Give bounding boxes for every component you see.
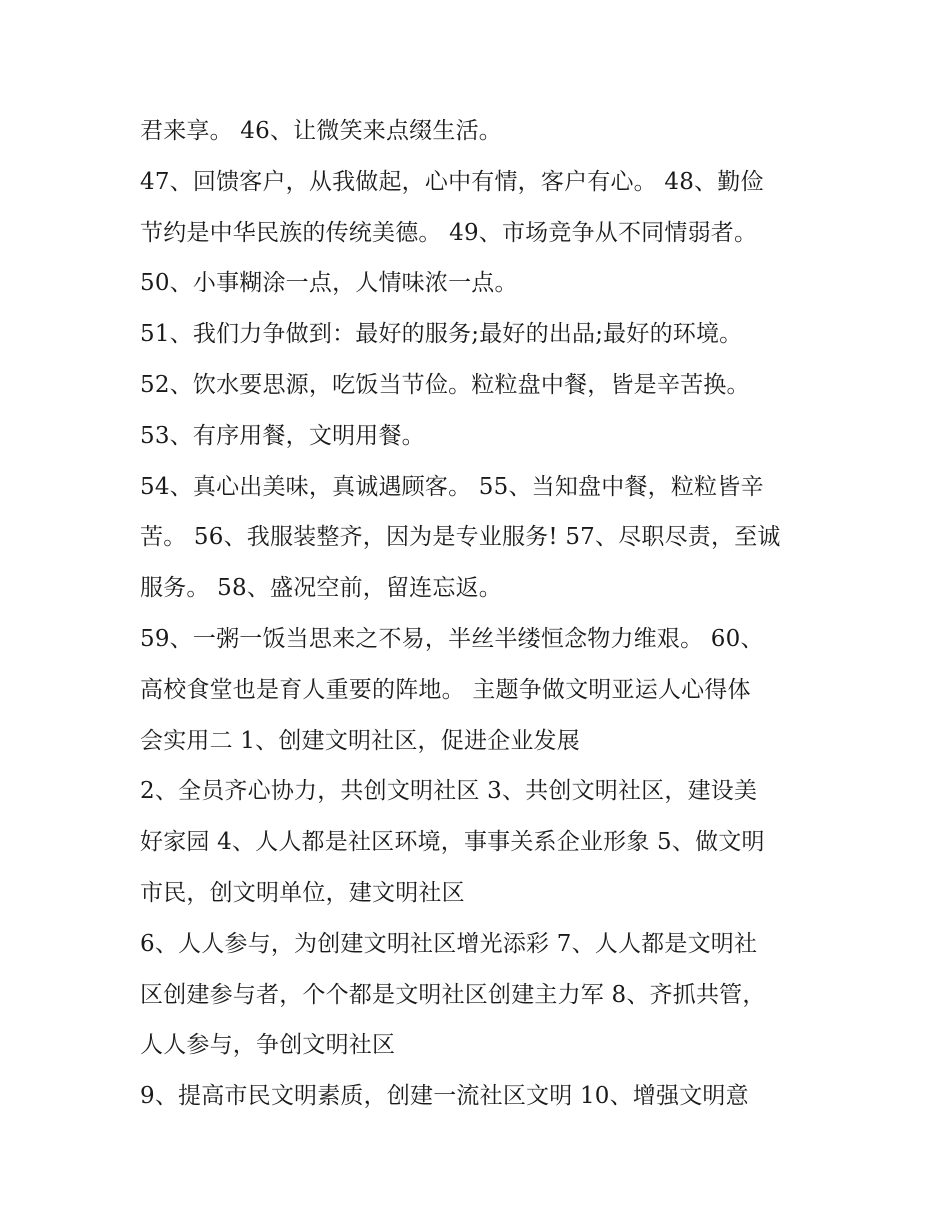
document-body (140, 106, 820, 1122)
text-line: 6、人人参与，为创建文明社区增光添彩 7、人人都是文明社 (140, 930, 758, 957)
text-line: 47、回馈客户，从我做起，心中有情，客户有心。 48、勤俭 (140, 168, 764, 195)
text-line: 苦。 56、我服装整齐，因为是专业服务! 57、尽职尽责，至诚 (140, 524, 781, 551)
text-line: 52、饮水要思源，吃饭当节俭。粒粒盘中餐，皆是辛苦换。 (140, 371, 750, 398)
text-line: 服务。 58、盛况空前，留连忘返。 (140, 575, 502, 602)
text-line: 9、提高市民文明素质，创建一流社区文明 10、增强文明意 (140, 1083, 749, 1110)
text-line: 53、有序用餐，文明用餐。 (140, 422, 425, 449)
text-line: 51、我们力争做到：最好的服务;最好的出品;最好的环境。 (140, 321, 743, 348)
text-line: 好家园 4、人人都是社区环境，事事关系企业形象 5、做文明 (140, 829, 765, 856)
text-line: 节约是中华民族的传统美德。 49、市场竞争从不同情弱者。 (140, 219, 758, 246)
text-line: 区创建参与者，个个都是文明社区创建主力军 8、齐抓共管， (140, 981, 766, 1008)
text-line: 会实用二 1、创建文明社区，促进企业发展 (140, 727, 580, 754)
text-line: 高校食堂也是育人重要的阵地。 主题争做文明亚运人心得体 (140, 676, 751, 703)
text-line: 2、全员齐心协力，共创文明社区 3、共创文明社区，建设美 (140, 778, 758, 805)
text-line: 君来享。 46、让微笑来点缀生活。 (140, 118, 502, 144)
text-line: 59、一粥一饭当思来之不易，半丝半缕恒念物力维艰。 60、 (140, 625, 764, 652)
text-line: 54、真心出美味，真诚遇顾客。 55、当知盘中餐，粒粒皆辛 (140, 473, 764, 500)
text-line: 市民，创文明单位，建文明社区 (140, 879, 465, 906)
text-line: 人人参与，争创文明社区 (140, 1032, 396, 1059)
text-line: 50、小事糊涂一点，人情味浓一点。 (140, 270, 518, 297)
